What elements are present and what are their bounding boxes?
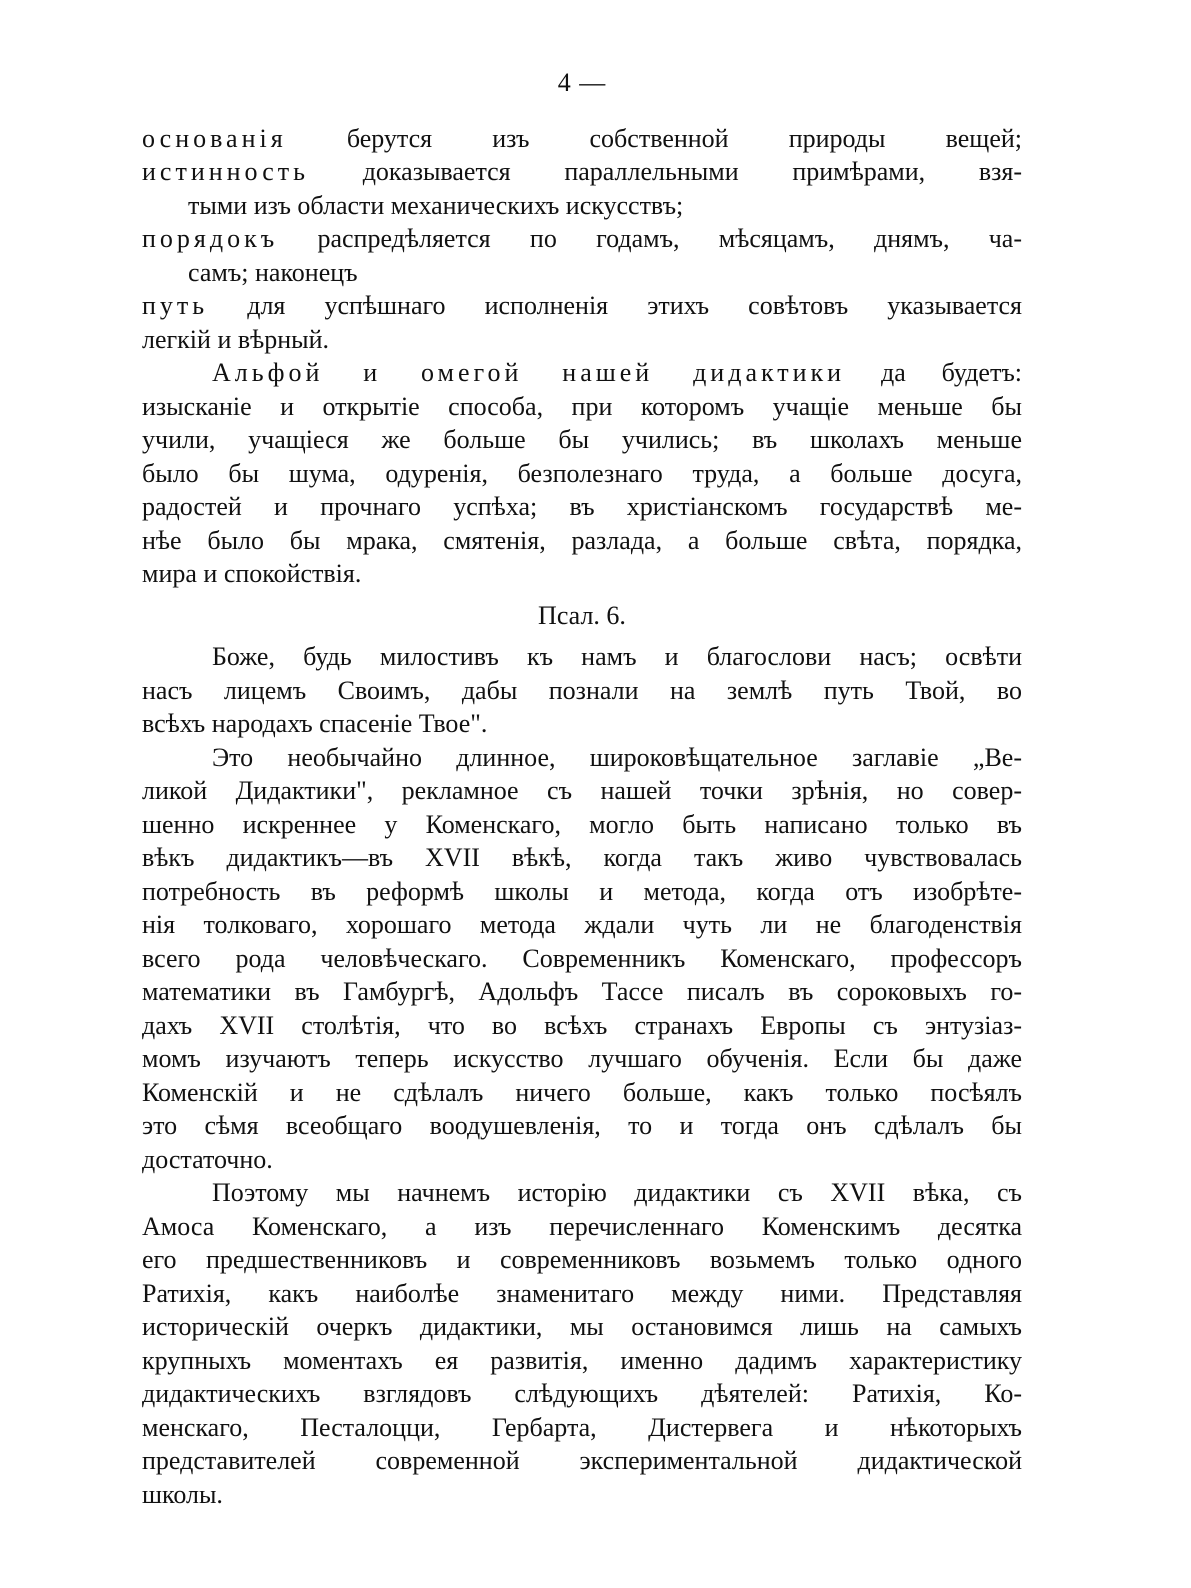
paragraph-line: мира и спокойствія. xyxy=(142,559,362,588)
paragraph-line: потребность въ реформѣ школы и метода, когда отъ изобрѣте- xyxy=(142,876,1022,906)
list-item-line: основанія берутся изъ собственной природы вещей; xyxy=(142,123,1022,153)
list-item-line: тыми изъ области механическихъ искусствъ; xyxy=(188,190,684,220)
paragraph-line: Амоса Коменскаго, а изъ перечисленнаго Коменскимъ десятка xyxy=(142,1211,1022,1241)
paragraph-line: представителей современной экспериментальной дидактической xyxy=(142,1446,1022,1475)
list-item-line: путь для успѣшнаго исполненія этихъ совѣтовъ указывается xyxy=(142,291,1022,320)
list-item-line: порядокъ распредѣляется по годамъ, мѣсяцамъ, днямъ, ча- xyxy=(142,224,1022,253)
definition-list xyxy=(142,122,1022,357)
paragraph-history-plan xyxy=(142,1176,1022,1511)
paragraph-line: менскаго, Песталоцци, Гербарта, Дистервега и нѣкоторыхъ xyxy=(142,1412,1022,1442)
paragraph-line: ликой Дидактики", рекламное съ нашей точки зрѣнія, но совер- xyxy=(142,776,1022,805)
paragraph-line: учили, учащіеся же больше бы учились; въ школахъ меньше xyxy=(142,425,1022,454)
paragraph-line: нія толковаго, хорошаго метода ждали чуть ли не благоденствія xyxy=(142,910,1022,939)
paragraph-line: достаточно. xyxy=(142,1144,273,1174)
paragraph-line: шенно искреннее у Коменскаго, могло быть написано только въ xyxy=(142,809,1022,839)
paragraph-line: дидактическихъ взглядовъ слѣдующихъ дѣятелей: Ратихія, Ко- xyxy=(142,1379,1022,1408)
paragraph-line: момъ изучаютъ теперь искусство лучшаго обученія. Если бы даже xyxy=(142,1044,1022,1073)
list-item-lead: основанія xyxy=(142,123,287,153)
paragraph-line: Коменскій и не сдѣлалъ ничего больше, какъ только посѣялъ xyxy=(142,1077,1022,1107)
spaced-phrase: Альфой и омегой нашей дидактики xyxy=(212,358,846,387)
list-item-line: легкій и вѣрный. xyxy=(142,324,330,354)
paragraph-line: его предшественниковъ и современниковъ возьмемъ только одного xyxy=(142,1245,1022,1274)
paragraph-line: математики въ Гамбургѣ, Адольфъ Тассе писалъ въ сороковыхъ го- xyxy=(142,977,1022,1006)
psalm-quote xyxy=(142,640,1022,741)
list-item-lead: путь xyxy=(142,291,209,320)
paragraph-line: Ратихія, какъ наиболѣе знаменитаго между ними. Представляя xyxy=(142,1278,1022,1308)
paragraph-line: Это необычайно длинное, широковѣщательное заглавіе „Ве- xyxy=(212,742,1022,772)
paragraph-line: нѣе было бы мрака, смятенія, разлада, а больше свѣта, порядка, xyxy=(142,525,1022,555)
paragraph-line: было бы шума, одуренія, безполезнаго труда, а больше досуга, xyxy=(142,458,1022,488)
list-item-line: самъ; наконецъ xyxy=(188,257,358,287)
paragraph-line: Боже, будь милостивъ къ намъ и благослови насъ; освѣти xyxy=(212,642,1022,671)
paragraph-line: дахъ XVII столѣтія, что во всѣхъ странахъ Европы съ энтузіаз- xyxy=(142,1010,1022,1040)
psalm-heading: Псал. 6. xyxy=(538,600,626,630)
paragraph-line: Альфой и омегой нашей дидактики да будетъ: xyxy=(212,358,1022,387)
paragraph-line: радостей и прочнаго успѣха; въ христіанскомъ государствѣ ме- xyxy=(142,492,1022,521)
paragraph-line: школы. xyxy=(142,1479,223,1509)
list-item-line: истинность доказывается параллельными примѣрами, взя- xyxy=(142,157,1023,186)
paragraph-line: историческій очеркъ дидактики, мы остановимся лишь на самыхъ xyxy=(142,1312,1022,1341)
paragraph-line: это сѣмя всеобщаго воодушевленія, то и тогда онъ сдѣлалъ бы xyxy=(142,1111,1022,1140)
paragraph-line: всѣхъ народахъ спасеніе Твое". xyxy=(142,709,488,738)
paragraph-line: крупныхъ моментахъ ея развитія, именно дадимъ характеристику xyxy=(142,1345,1022,1375)
paragraph-line: изысканіе и открытіе способа, при которомъ учащіе меньше бы xyxy=(142,391,1022,421)
paragraph-line: Поэтому мы начнемъ исторію дидактики съ XVII вѣка, съ xyxy=(212,1178,1022,1207)
paragraph-line: всего рода человѣческаго. Современникъ Коменскаго, профессоръ xyxy=(142,943,1022,973)
book-page xyxy=(142,66,1022,1511)
paragraph-great-didactic xyxy=(142,741,1022,1177)
list-item-lead: истинность xyxy=(142,157,309,186)
paragraph-line: насъ лицемъ Своимъ, дабы познали на землѣ путь Твой, во xyxy=(142,675,1022,705)
paragraph-line: вѣкъ дидактикъ—въ XVII вѣкѣ, когда такъ живо чувствовалась xyxy=(142,843,1022,872)
list-item-lead: порядокъ xyxy=(142,224,279,253)
alpha-omega-paragraph xyxy=(142,356,1022,591)
page-number: 4 — xyxy=(557,68,607,97)
